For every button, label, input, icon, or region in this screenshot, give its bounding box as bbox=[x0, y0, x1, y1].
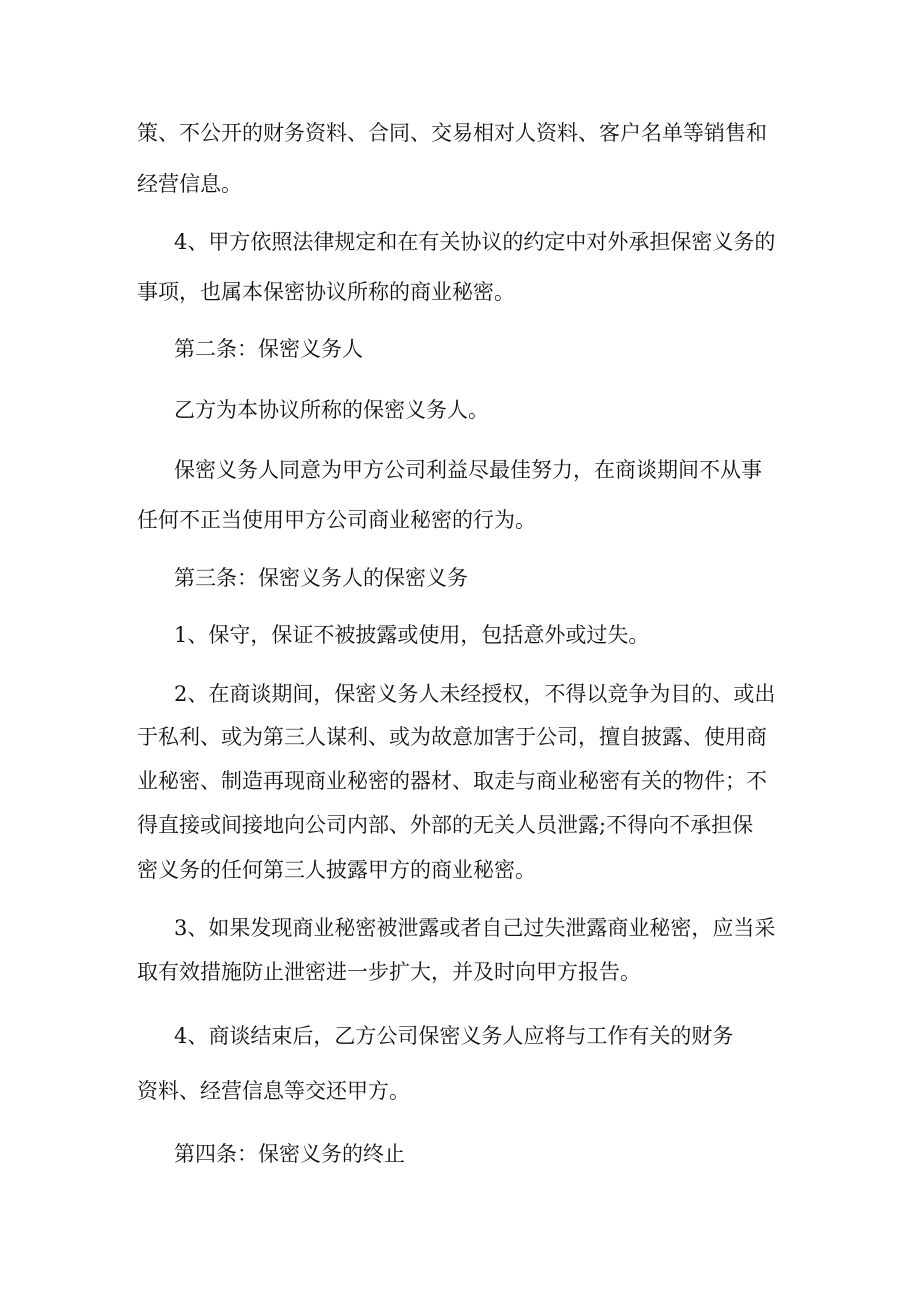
clause-item: 2、在商谈期间，保密义务人未经授权，不得以竞争为目的、或出 bbox=[174, 682, 776, 706]
clause-item: 3、如果发现商业秘密被泄露或者自己过失泄露商业秘密，应当采 bbox=[174, 916, 776, 940]
paragraph-line: 乙方为本协议所称的保密义务人。 bbox=[174, 398, 489, 422]
article-heading: 第三条：保密义务人的保密义务 bbox=[174, 566, 468, 590]
article-heading: 第二条：保密义务人 bbox=[174, 337, 363, 361]
body-line: 于私利、或为第三人谋利、或为故意加害于公司，擅自披露、使用商 bbox=[137, 725, 767, 749]
body-line: 密义务的任何第三人披露甲方的商业秘密。 bbox=[137, 858, 536, 882]
body-line: 事项，也属本保密协议所称的商业秘密。 bbox=[137, 280, 515, 304]
body-line: 资料、经营信息等交还甲方。 bbox=[137, 1079, 410, 1103]
paragraph-line: 保密义务人同意为甲方公司利益尽最佳努力，在商谈期间不从事 bbox=[174, 458, 762, 482]
body-line: 经营信息。 bbox=[137, 172, 242, 196]
clause-item: 4、商谈结束后，乙方公司保密义务人应将与工作有关的财务 bbox=[174, 1024, 734, 1048]
clause-item: 4、甲方依照法律规定和在有关协议的约定中对外承担保密义务的 bbox=[174, 230, 776, 254]
body-line: 取有效措施防止泄密进一步扩大，并及时向甲方报告。 bbox=[137, 960, 641, 984]
article-heading: 第四条：保密义务的终止 bbox=[174, 1142, 405, 1166]
body-line: 策、不公开的财务资料、合同、交易相对人资料、客户名单等销售和 bbox=[137, 121, 767, 145]
body-line: 任何不正当使用甲方公司商业秘密的行为。 bbox=[137, 508, 536, 532]
body-line: 得直接或间接地向公司内部、外部的无关人员泄露;不得向不承担保 bbox=[137, 813, 754, 837]
clause-item: 1、保守，保证不被披露或使用，包括意外或过失。 bbox=[174, 623, 650, 647]
body-line: 业秘密、制造再现商业秘密的器材、取走与商业秘密有关的物件；不 bbox=[137, 769, 767, 793]
